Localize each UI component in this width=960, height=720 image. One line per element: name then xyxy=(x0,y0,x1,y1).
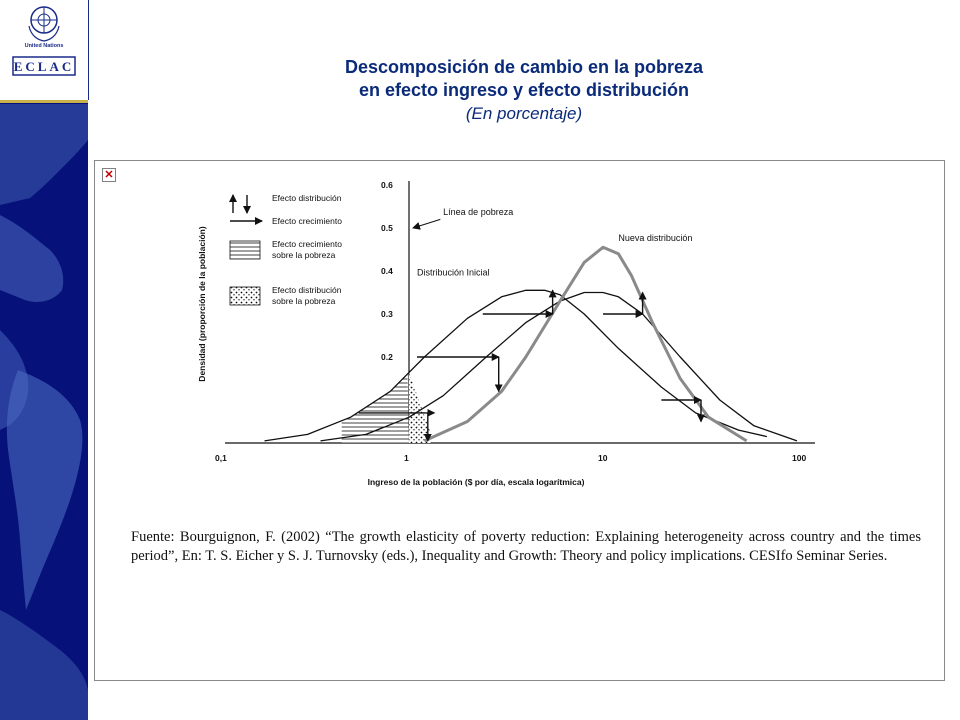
density-curve-0 xyxy=(265,290,767,441)
figure-frame xyxy=(94,160,945,681)
americas-map-decoration xyxy=(0,0,88,720)
new-distribution-annotation: Nueva distribución xyxy=(618,232,693,243)
poverty-line-annotation: Línea de pobreza xyxy=(443,207,514,218)
legend-label-growth-poverty: Efecto crecimiento xyxy=(272,239,342,249)
legend-hatched-box xyxy=(230,241,260,259)
y-tick-label: 0.5 xyxy=(381,223,393,233)
un-emblem-icon xyxy=(0,0,88,100)
poverty-decomposition-chart xyxy=(95,161,944,511)
y-axis-label: Densidad (proporción de la población) xyxy=(197,226,207,382)
x-tick-label: 0,1 xyxy=(215,453,227,463)
source-note: Fuente: Bourguignon, F. (2002) “The growth elasticity of poverty reduction: Explaining heterogeneity across country and the times period”, En: T. S. Eicher y S. J. Turnovsky (eds.), Inequality and Growth: Theory and policy implications. CESIfo Seminar Series. xyxy=(131,529,921,564)
un-eclac-logo xyxy=(0,0,89,100)
slide-subtitle: (En porcentaje) xyxy=(465,104,583,123)
legend-label-distribution: Efecto distribución xyxy=(272,193,342,203)
logo-acronym-text: ECLAC xyxy=(13,59,75,74)
sidebar-map-panel xyxy=(0,0,88,720)
x-tick-label: 1 xyxy=(404,453,409,463)
x-tick-label: 10 xyxy=(598,453,608,463)
legend-label-distribution-poverty-2: sobre la pobreza xyxy=(272,296,336,306)
initial-distribution-annotation: Distribución Inicial xyxy=(417,267,490,278)
close-icon: ✕ xyxy=(102,168,116,182)
poverty-line-pointer xyxy=(413,219,440,228)
growth-effect-poverty-area xyxy=(342,374,409,443)
x-axis-label: Ingreso de la población ($ por día, escala logarítmica) xyxy=(367,477,585,487)
logo-divider xyxy=(0,100,88,103)
legend-label-growth: Efecto crecimiento xyxy=(272,216,342,226)
slide-title xyxy=(88,56,960,125)
legend-dotted-box xyxy=(230,287,260,305)
title-line-2: en efecto ingreso y efecto distribución xyxy=(358,80,690,100)
y-tick-label: 0.3 xyxy=(381,309,393,319)
x-tick-label: 100 xyxy=(792,453,807,463)
logo-org-text: United Nations xyxy=(24,43,64,49)
legend-label-growth-poverty-2: sobre la pobreza xyxy=(272,250,336,260)
legend-label-distribution-poverty: Efecto distribución xyxy=(272,285,342,295)
title-line-1: Descomposición de cambio en la pobreza xyxy=(344,57,704,77)
y-tick-label: 0.4 xyxy=(381,266,393,276)
y-tick-label: 0.6 xyxy=(381,180,393,190)
y-tick-label: 0.2 xyxy=(381,352,393,362)
